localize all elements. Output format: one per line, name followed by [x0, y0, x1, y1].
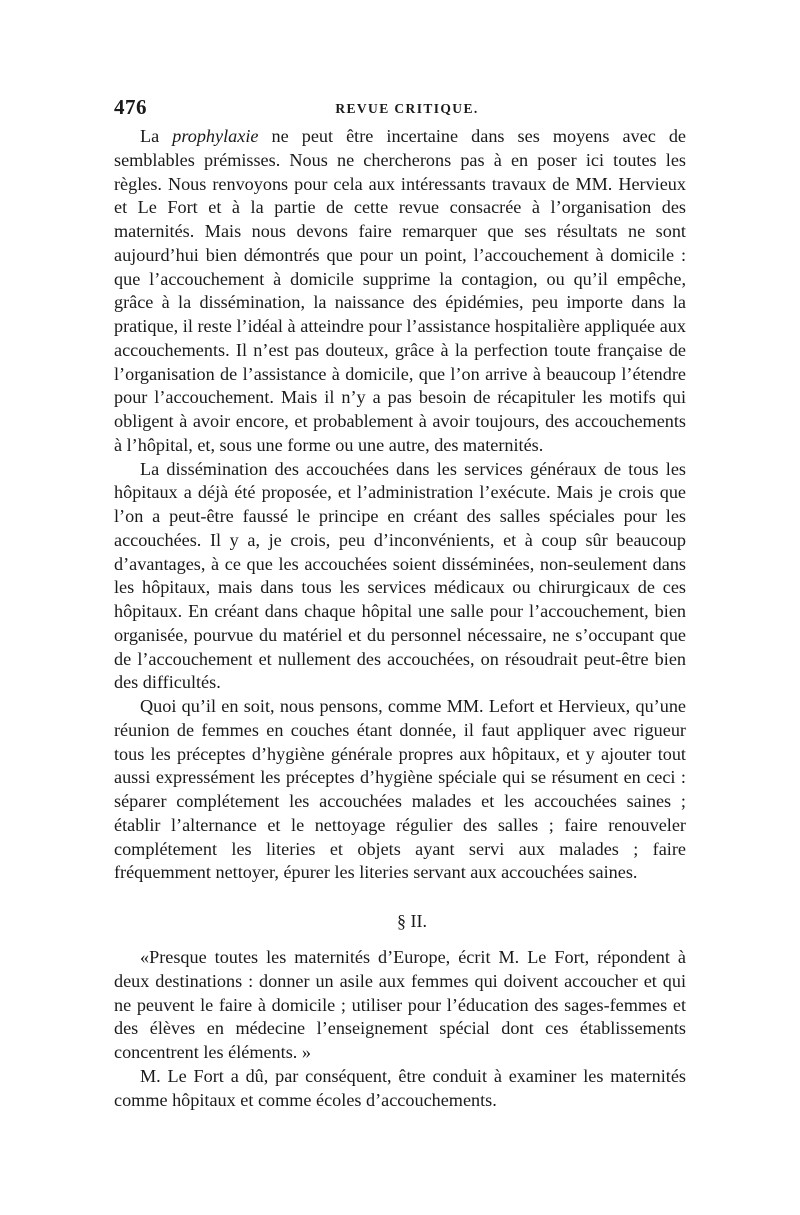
paragraph-prophylaxie [114, 125, 686, 458]
italic-term: prophylaxie [172, 126, 259, 146]
paragraph-conclusion: M. Le Fort a dû, par conséquent, être conduit à examiner les maternités comme hôpitaux et comme écoles d’accouchements. [114, 1065, 686, 1110]
running-title: REVUE CRITIQUE. [335, 101, 479, 116]
page-number: 476 [114, 95, 147, 119]
paragraph-lead: La [140, 126, 173, 146]
paragraph-body: ne peut être incertaine dans ses moyens avec de semblables prémisses. Nous ne chercherons pas à en poser ici toutes les règles. Nous renvoyons pour cela aux intéressants travaux de MM. Hervieux et Le Fort et à la partie de cette revue consacrée à l’organisation des maternités. Mais nous devons faire remarquer que ses résultats ne sont aujourd’hui bien démontrés que pour un point, l’accouchement à domicile : que l’accouchement à domicile supprime la contagion, ou qu’il empêche, grâce à la dissémination, la naissance des épidémies, peu importe dans la pratique, il reste l’idéal à atteindre pour l’assistance hospitalière appliquée aux accouchements. Il n’est pas douteux, grâce à la perfection toute française de l’organisation de l’assistance à domicile, que l’on arrive à beaucoup l’étendre pour l’accouchement. Mais il n’y a pas besoin de récapituler les motifs qui obligent à avoir encore, et probablement à avoir toujours, des accouchements à l’hôpital, et, sous une forme ou une autre, des maternités. [114, 126, 686, 455]
paragraph-dissemination: La dissémination des accouchées dans les services généraux de tous les hôpitaux a déjà été proposée, et l’administration l’exécute. Mais je crois que l’on a peut-être faussé le principe en créant des salles spéciales pour les accouchées. Il y a, je crois, peu d’inconvénients, et à coup sûr beaucoup d’avantages, à ce que les accouchées soient disséminées, non-seulement dans les hôpitaux, mais dans tous les services médicaux ou chirurgicaux de ces hôpitaux. En créant dans chaque hôpital une salle pour l’accouchement, bien organisée, pourvue du matériel et du personnel nécessaire, ne s’occupant que de l’accouchement et nullement des accouchées, on résoudrait peut-être bien des difficultés. [114, 458, 686, 693]
section-heading: § II. [397, 911, 427, 931]
book-page [114, 95, 686, 1112]
page-header [114, 95, 686, 121]
paragraph-hygiene: Quoi qu’il en soit, nous pensons, comme MM. Lefort et Hervieux, qu’une réunion de femmes en couches étant donnée, il faut appliquer avec rigueur tous les préceptes d’hygiène générale propres aux hôpitaux, et y ajouter tout aussi expressément les préceptes d’hygiène spéciale qui se résument en ceci : séparer complétement les accouchées malades et les accouchées saines ; établir l’alternance et le nettoyage régulier des salles ; faire renouveler complétement les literies et objets ayant servi aux malades ; faire fréquemment nettoyer, épurer les literies servant aux accouchées saines. [114, 696, 686, 883]
paragraph-quote-le-fort: «Presque toutes les maternités d’Europe, écrit M. Le Fort, répondent à deux destinations : donner un asile aux femmes qui doivent accoucher et qui ne peuvent le faire à domicile ; utiliser pour l’éducation des sages-femmes et des élèves en médecine l’enseignement spécial dont ces établissements concentrent les éléments. » [114, 947, 686, 1062]
